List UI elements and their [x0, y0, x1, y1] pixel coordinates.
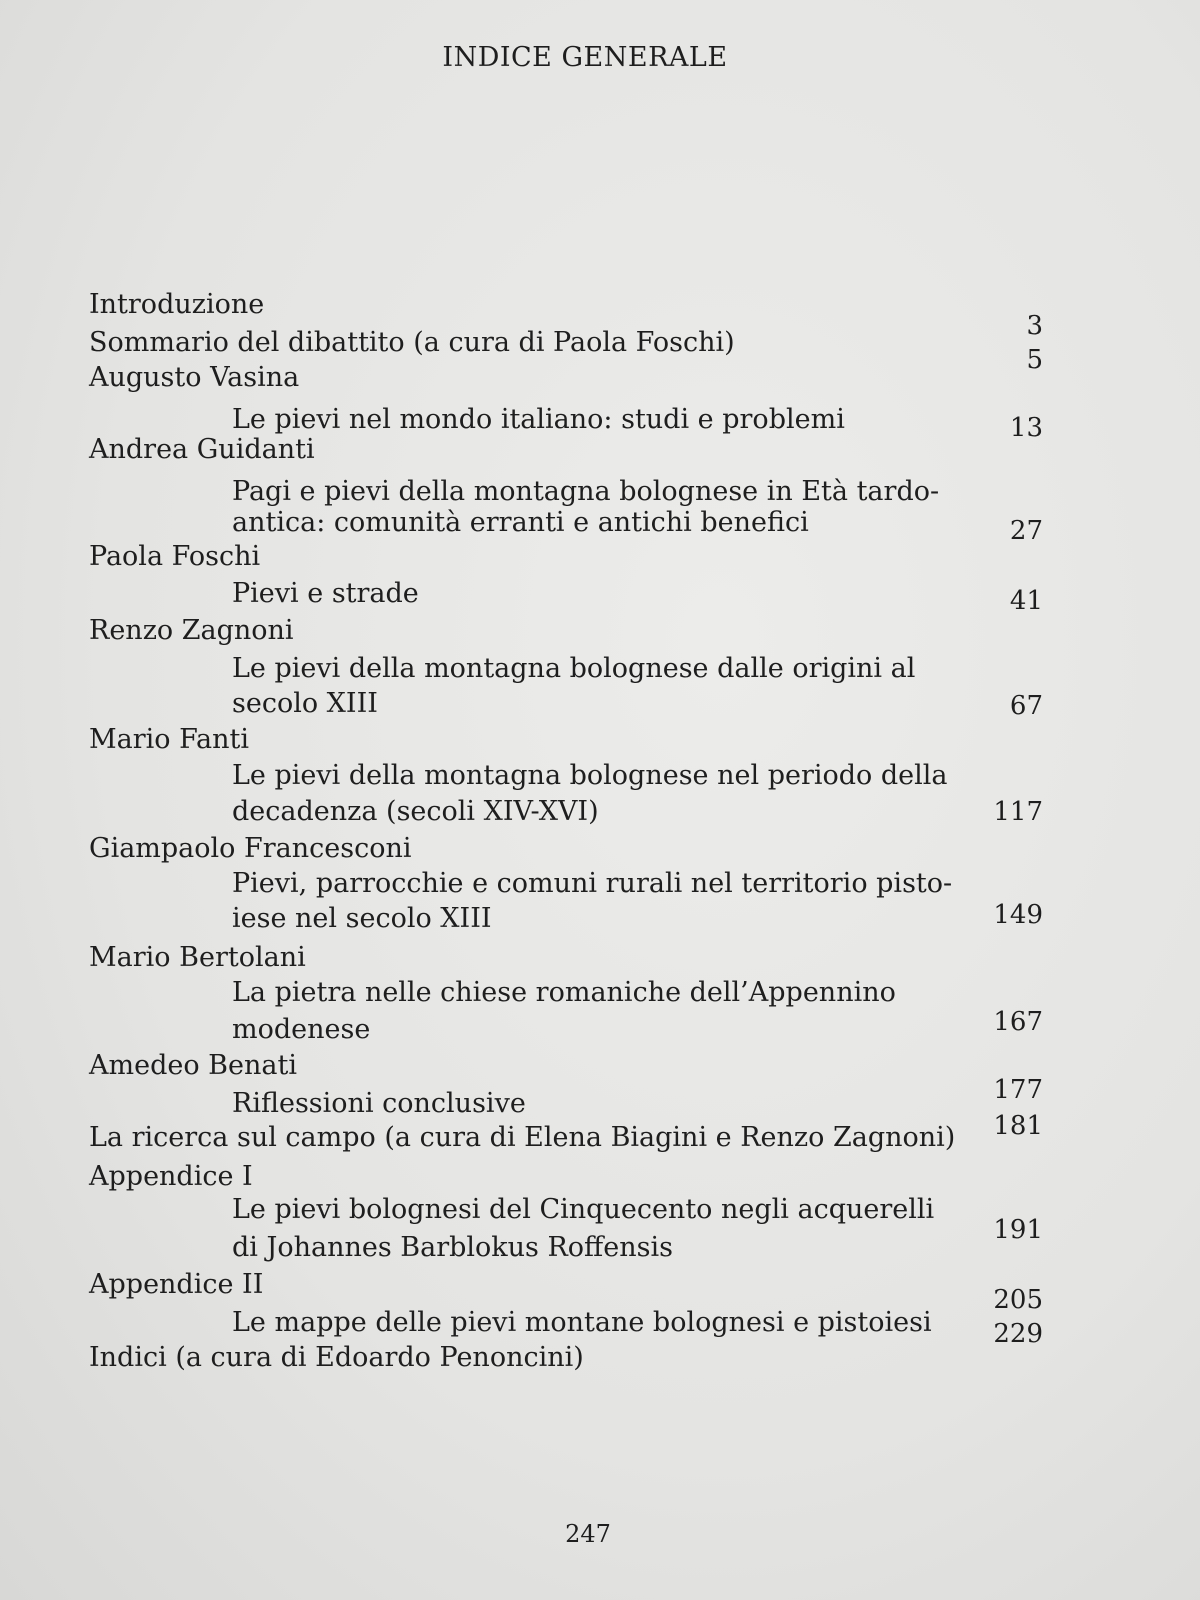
toc-page-number: 27: [1009, 516, 1043, 546]
toc-entry-heading: Augusto Vasina: [89, 362, 300, 393]
toc-entry-title: di Johannes Barblokus Roffensis: [232, 1232, 673, 1263]
toc-entry-title: La pietra nelle chiese romaniche dell’Appennino: [232, 977, 896, 1008]
toc-page-number: 67: [1009, 691, 1043, 721]
toc-page-number: 191: [993, 1215, 1043, 1245]
toc-page-number: 229: [993, 1319, 1043, 1349]
toc-entry-heading: Mario Bertolani: [89, 942, 306, 973]
toc-entry-heading: Paola Foschi: [89, 541, 261, 572]
toc-page-number: 5: [1026, 345, 1043, 375]
toc-page-number: 177: [993, 1075, 1043, 1105]
toc-entry-title: Le pievi della montagna bolognese nel periodo della: [232, 760, 948, 791]
toc-entry-title: Pievi e strade: [232, 578, 419, 609]
toc-entry-heading: Amedeo Benati: [89, 1050, 297, 1081]
toc-entry-heading: Sommario del dibattito (a cura di Paola Foschi): [89, 327, 735, 358]
toc-entry-heading: Renzo Zagnoni: [89, 615, 294, 646]
toc-entry-title: Riflessioni conclusive: [232, 1088, 526, 1119]
toc-entry-heading: Giampaolo Francesconi: [89, 833, 412, 864]
toc-entry-heading: Appendice I: [89, 1161, 253, 1192]
toc-entry-title: Le pievi nel mondo italiano: studi e problemi: [232, 404, 845, 435]
toc-entry-title: Le pievi bolognesi del Cinquecento negli acquerelli: [232, 1194, 935, 1225]
toc-entry-title: Le mappe delle pievi montane bolognesi e pistoiesi: [232, 1307, 932, 1338]
toc-entry-title: modenese: [232, 1014, 371, 1045]
toc-entry-heading: Andrea Guidanti: [89, 434, 315, 465]
toc-page-number: 3: [1026, 311, 1043, 341]
toc-page-number: 205: [993, 1285, 1043, 1315]
toc-entry-heading: Indici (a cura di Edoardo Penoncini): [89, 1342, 584, 1373]
toc-entry-title: Le pievi della montagna bolognese dalle origini al: [232, 653, 916, 684]
toc-entry-title: iese nel secolo XIII: [232, 903, 492, 934]
toc-entry-title: Pagi e pievi della montagna bolognese in Età tardo-: [232, 476, 940, 507]
toc-entry-heading: La ricerca sul campo (a cura di Elena Biagini e Renzo Zagnoni): [89, 1122, 956, 1153]
toc-page-number: 41: [1009, 586, 1043, 616]
page-number: 247: [565, 1520, 611, 1548]
page-title: INDICE GENERALE: [442, 42, 728, 73]
toc-page-number: 167: [993, 1007, 1043, 1037]
toc-page-number: 117: [993, 797, 1043, 827]
toc-entry-heading: Appendice II: [89, 1269, 264, 1300]
toc-page-number: 181: [993, 1111, 1043, 1141]
toc-entry-heading: Mario Fanti: [89, 724, 249, 755]
toc-page-number: 13: [1009, 413, 1043, 443]
toc-entry-title: secolo XIII: [232, 688, 378, 719]
toc-entry-title: decadenza (secoli XIV-XVI): [232, 796, 599, 827]
toc-entry-heading: Introduzione: [89, 289, 265, 320]
toc-page-number: 149: [993, 900, 1043, 930]
toc-entry-title: Pievi, parrocchie e comuni rurali nel territorio pisto-: [232, 868, 953, 899]
toc-entry-title: antica: comunità erranti e antichi benefici: [232, 507, 809, 538]
